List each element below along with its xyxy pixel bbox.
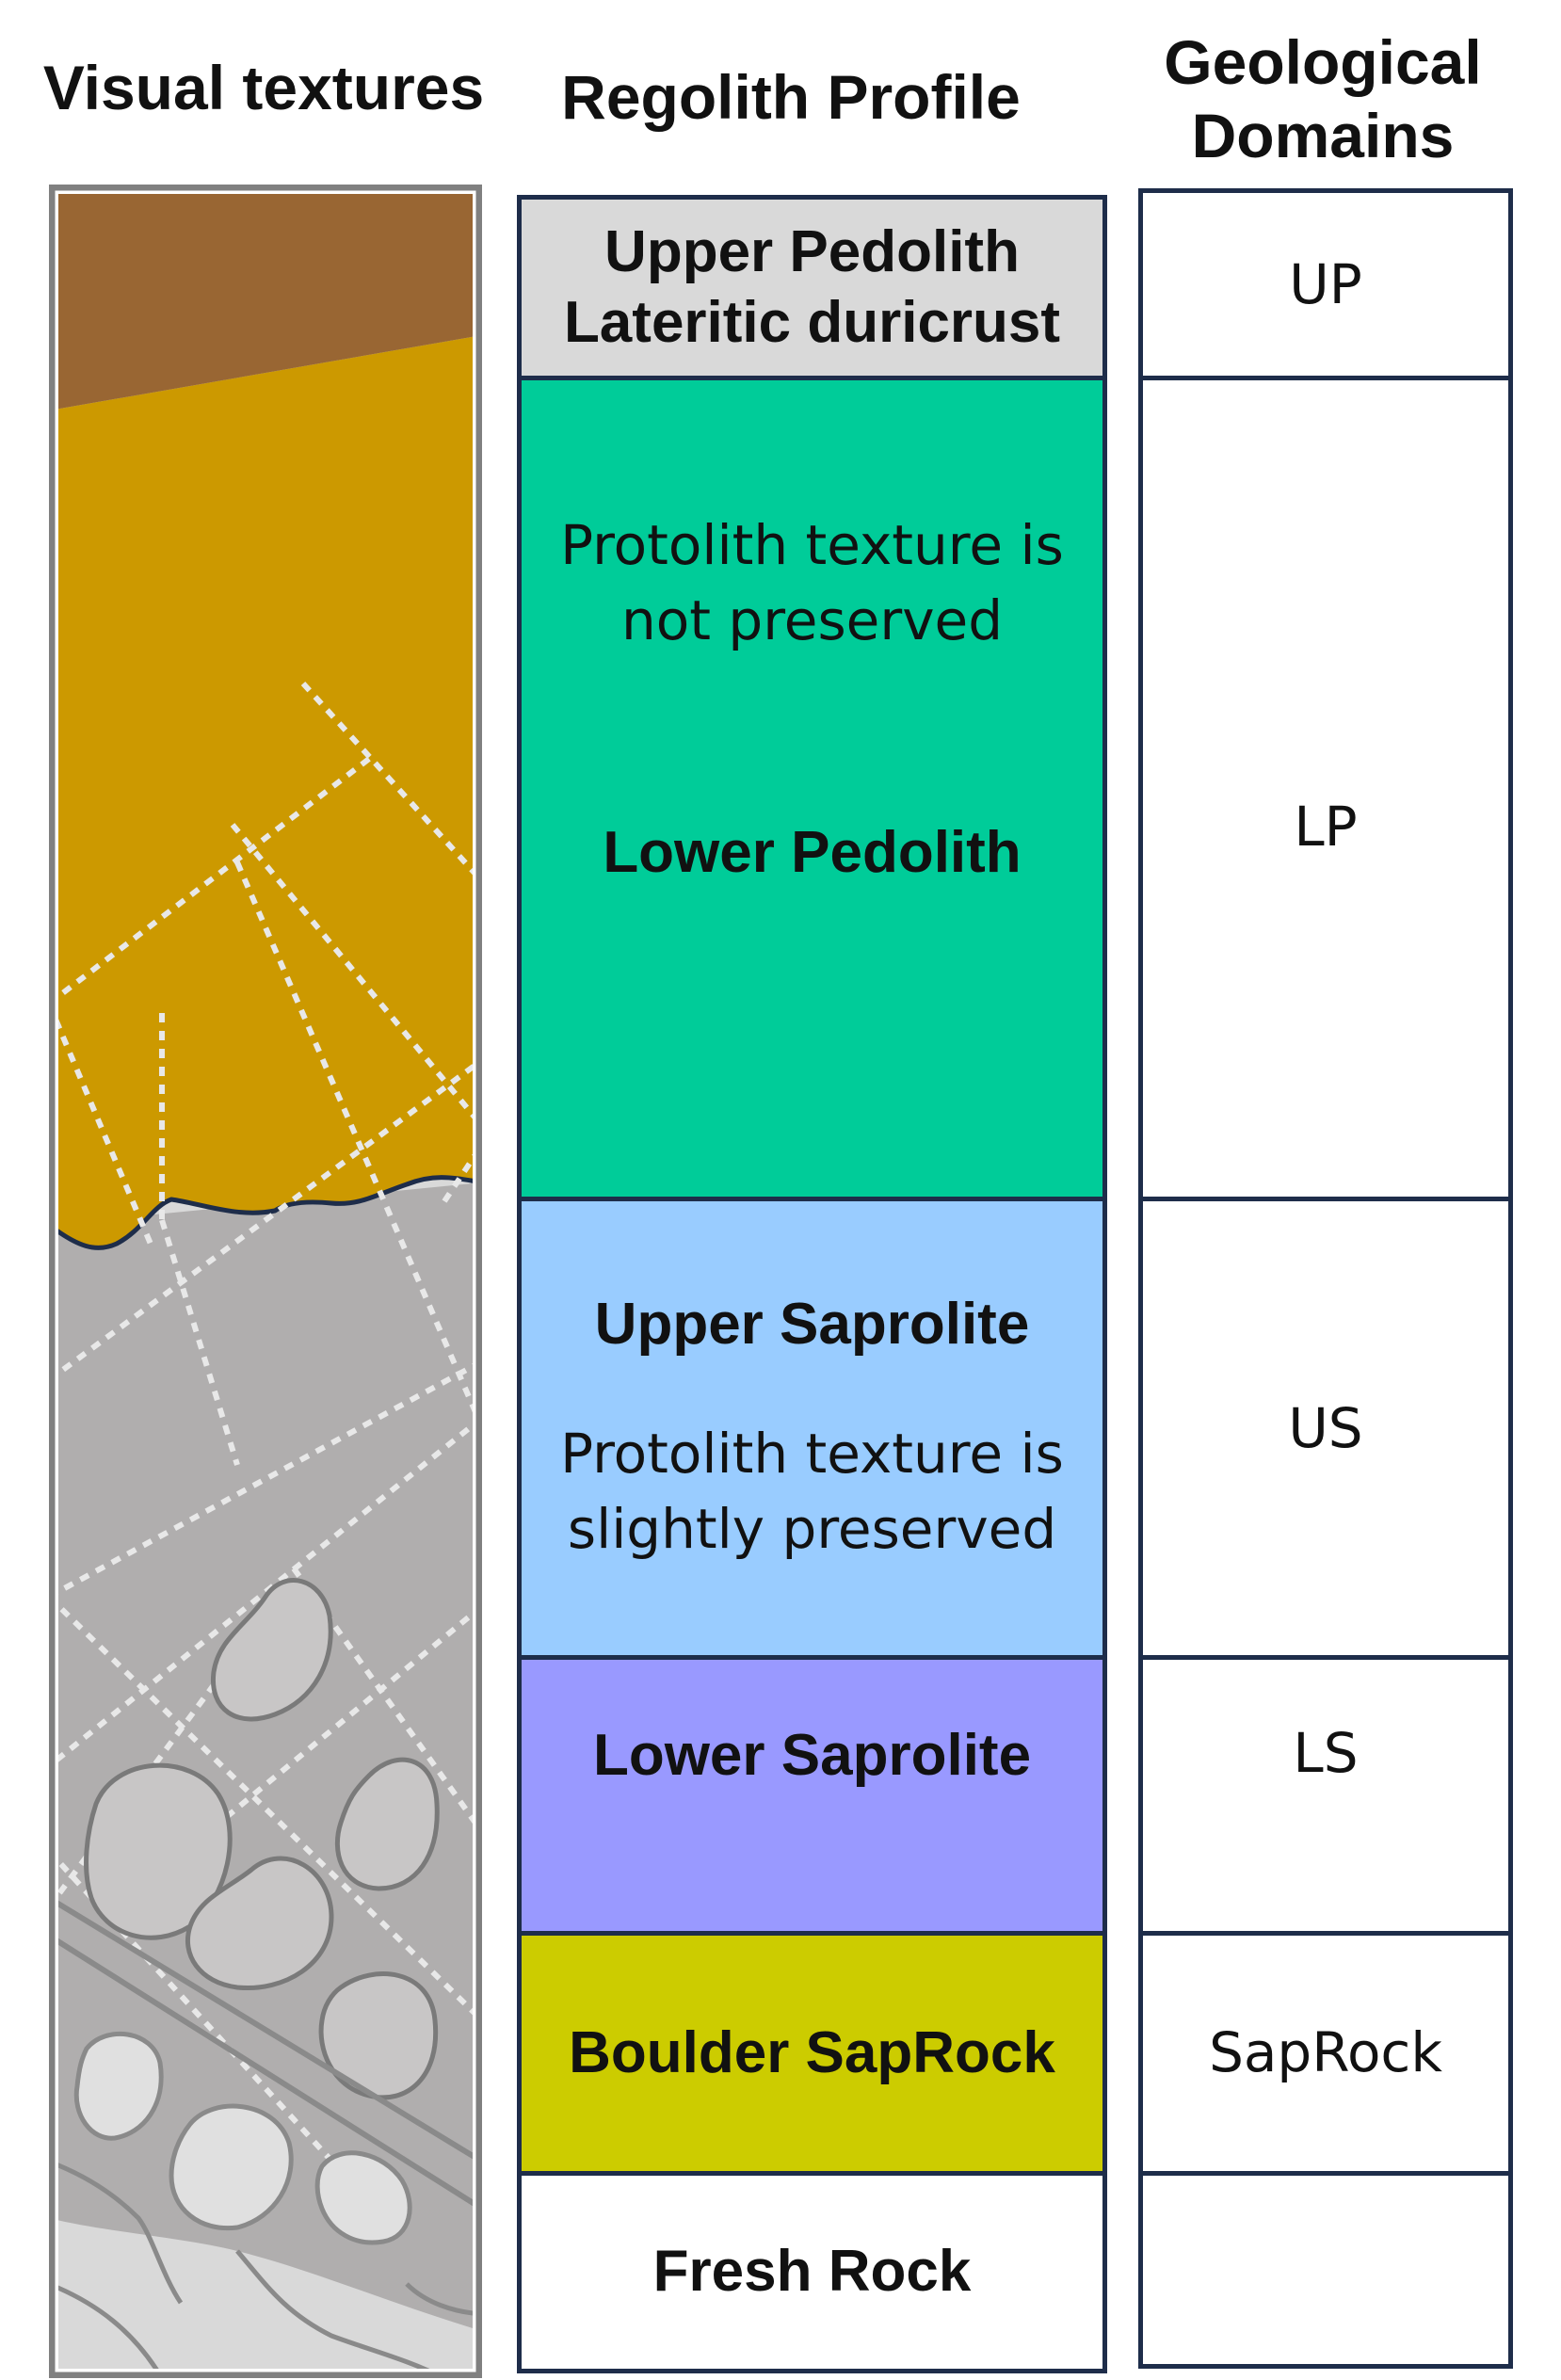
regolith-profile-header: Regolith Profile bbox=[561, 62, 1021, 132]
boulder-saprock-title: Boulder SapRock bbox=[569, 2019, 1055, 2085]
layer-lower-saprolite bbox=[522, 1655, 1102, 1931]
layer-upper-saprolite bbox=[522, 1197, 1102, 1655]
domain-fresh-rock-cell bbox=[1143, 2171, 1508, 2364]
domain-saprock-cell bbox=[1143, 1931, 1508, 2171]
geological-domains-header-line2: Domains bbox=[1191, 100, 1455, 170]
layer-lower-pedolith bbox=[522, 376, 1102, 1197]
upper-saprolite-title: Upper Saprolite bbox=[594, 1291, 1030, 1357]
lower-pedolith-title: Lower Pedolith bbox=[603, 820, 1022, 886]
geological-domains-header bbox=[1135, 26, 1511, 173]
layer-boulder-saprock bbox=[522, 1931, 1102, 2171]
lower-saprolite-title: Lower Saprolite bbox=[592, 1723, 1032, 1788]
regolith-profile-column bbox=[517, 195, 1107, 2373]
domain-lp-label: LP bbox=[1294, 795, 1358, 859]
domain-ls-cell bbox=[1143, 1655, 1508, 1931]
domain-us-label: US bbox=[1288, 1396, 1363, 1460]
lower-pedolith-desc-line1: Protolith texture is bbox=[560, 513, 1064, 577]
domain-up-cell bbox=[1143, 193, 1508, 376]
visual-textures-header: Visual textures bbox=[42, 53, 485, 122]
lower-pedolith-desc-line2: not preserved bbox=[620, 588, 1004, 653]
domain-ls-label: LS bbox=[1293, 1721, 1359, 1785]
visual-textures-column bbox=[49, 185, 482, 2378]
fresh-rock-title: Fresh Rock bbox=[652, 2239, 972, 2305]
domain-saprock-label: SapRock bbox=[1209, 2020, 1442, 2084]
domain-up-label: UP bbox=[1289, 252, 1362, 316]
upper-saprolite-desc-line2: slightly preserved bbox=[567, 1497, 1057, 1562]
layer-fresh-rock bbox=[522, 2171, 1102, 2369]
upper-saprolite-desc-line1: Protolith texture is bbox=[560, 1422, 1064, 1487]
geological-domains-header-line1: Geological bbox=[1164, 27, 1482, 97]
domain-lp-cell bbox=[1143, 376, 1508, 1197]
upper-pedolith-title-line2: Lateritic duricrust bbox=[563, 289, 1061, 355]
layer-upper-pedolith bbox=[522, 200, 1102, 376]
domain-us-cell bbox=[1143, 1197, 1508, 1655]
geological-domains-column bbox=[1138, 188, 1513, 2369]
upper-pedolith-title-line1: Upper Pedolith bbox=[604, 219, 1020, 285]
